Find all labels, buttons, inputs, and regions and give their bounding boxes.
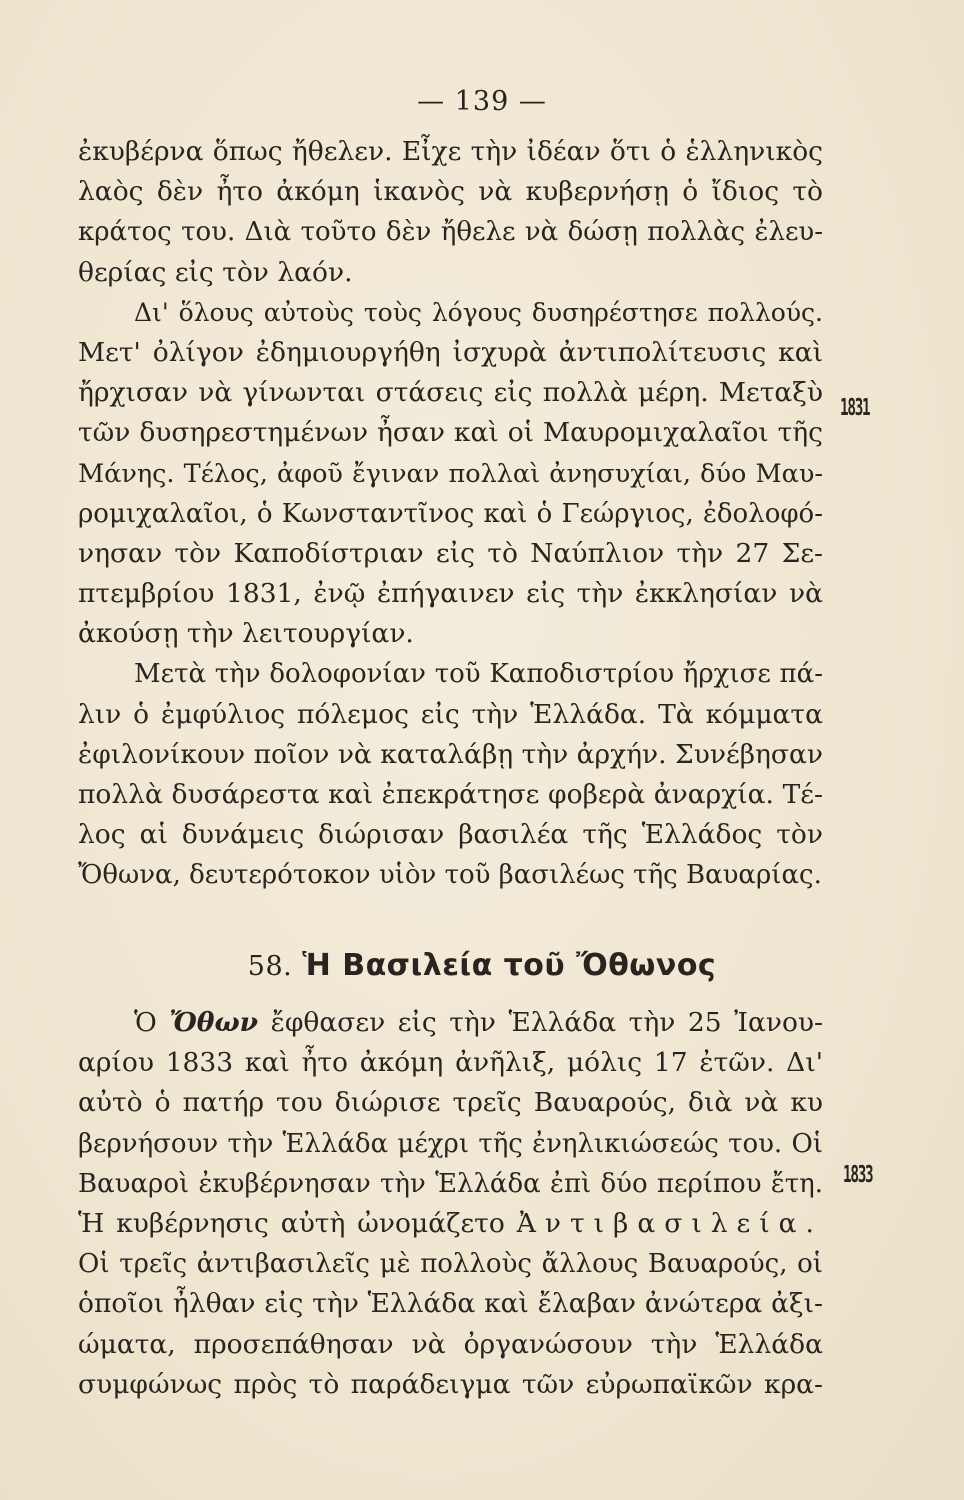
text-line: Οἱ τρεῖς ἀντιβασιλεῖς μὲ πολλοὺς ἄλλους Βαυαρούς, οἱ [78,1249,823,1280]
text-line: ἤρχισαν νὰ γίνωνται στάσεις εἰς πολλὰ μέρη. Μεταξὺ [78,377,823,409]
text-line: Μάνης. Τέλος, ἀφοῦ ἔγιναν πολλαὶ ἀνησυχίαι, δύο Μαυ- [78,458,823,489]
section-number: 58. [247,951,293,982]
text-line: ώματα, προσεπάθησαν νὰ ὀργανώσουν τὴν Ἑλλάδα [78,1328,823,1360]
text-line-first [78,1003,823,1043]
line-rest: ἔφθασεν εἰς τὴν Ἑλλάδα τὴν 25 Ἰανου- [270,1007,823,1038]
section-heading [0,948,964,983]
text-line: νησαν τὸν Καποδίστριαν εἰς τὸ Ναύπλιον τὴν 27 Σε- [78,537,823,569]
text-line: τῶν δυσηρεστημένων ἦσαν καὶ οἱ Μαυρομιχαλαῖοι τῆς [78,417,823,449]
text-line: πολλὰ δυσάρεστα καὶ ἐπεκράτησε φοβερὰ ἀναρχία. Τέ- [78,779,823,810]
text-block-top [78,132,823,896]
text-line: κράτος του. Διὰ τοῦτο δὲν ἤθελε νὰ δώσῃ πολλὰς ἐλευ- [78,217,823,248]
page-number: — 139 — [417,86,547,117]
text-line: ἐφιλονίκουν ποῖον νὰ καταλάβῃ τὴν ἀρχήν. Συνέβησαν [78,738,823,770]
text-line: Ὄθωνα, δευτερότοκον υἱὸν τοῦ βασιλέως τῆς Βαυαρίας. [78,860,822,891]
text-line: θερίας εἰς τὸν λαόν. [78,256,353,288]
line-prefix: Ἡ κυβέρνησις αὐτὴ ὠνομάζετο [78,1207,505,1239]
text-line: Δι' ὅλους αὐτοὺς τοὺς λόγους δυσηρέστησε πολλούς. [134,297,823,327]
text-line: Μετὰ τὴν δολοφονίαν τοῦ Καποδιστρίου ἤρχισε πά- [134,659,823,690]
text-line: ἀκούσῃ τὴν λειτουργίαν. [78,618,414,650]
name-othon: Ὄθων [169,1007,259,1038]
text-line: συμφώνως πρὸς τὸ παράδειγμα τῶν εὐρωπαϊκῶν κρα- [78,1368,823,1400]
text-line: λος αἱ δυνάμεις διώρισαν βασιλέα τῆς Ἑλλάδος τὸν [78,819,823,851]
text-line: ὁποῖοι ἦλθαν εἰς τὴν Ἑλλάδα καὶ ἔλαβαν ἀνώτερα ἀξι- [78,1288,823,1320]
text-line: πτεμβρίου 1831, ἐνῷ ἐπήγαινεν εἰς τὴν ἐκκλησίαν νὰ [78,578,823,610]
article-text: Ὁ [134,1007,157,1038]
section-title: Ἡ Βασιλεία τοῦ Ὄθωνος [302,948,717,983]
text-line: λαὸς δὲν ἦτο ἀκόμη ἱκανὸς νὰ κυβερνήσῃ ὁ ἴδιος τὸ [78,176,823,208]
text-line: Βαυαροὶ ἐκυβέρνησαν τὴν Ἑλλάδα ἐπὶ δύο περίπου ἔτη. [78,1168,823,1199]
text-line: ρομιχαλαῖοι, ὁ Κωνσταντῖνος καὶ ὁ Γεώργιος, ἐδολοφό- [78,498,823,529]
text-line: αὐτὸ ὁ πατήρ του διώρισε τρεῖς Βαυαρούς, διὰ νὰ κυ [78,1087,823,1119]
margin-year-1831: 1831 [840,395,870,421]
text-line-antivasileia [78,1204,823,1244]
text-block-section-58 [78,1003,823,1405]
text-line: βερνήσουν τὴν Ἑλλάδα μέχρι τῆς ἐνηλικιώσεώς του. Οἱ [78,1128,823,1159]
term-antivasileia: Ἀντιβασιλεία. [516,1207,823,1239]
margin-year-1833: 1833 [843,1162,873,1188]
text-line: αρίου 1833 καὶ ἦτο ἀκόμη ἀνῆλιξ, μόλις 17 ἐτῶν. Δι' [78,1047,823,1079]
text-line: ἐκυβέρνα ὅπως ἤθελεν. Εἶχε τὴν ἰδέαν ὅτι ὁ ἑλληνικὸς [78,136,823,167]
text-line: Μετ' ὀλίγον ἐδημιουργήθη ἰσχυρὰ ἀντιπολίτευσις καὶ [78,336,823,368]
text-line: λιν ὁ ἐμφύλιος πόλεμος εἰς τὴν Ἑλλάδα. Τὰ κόμματα [78,698,823,730]
